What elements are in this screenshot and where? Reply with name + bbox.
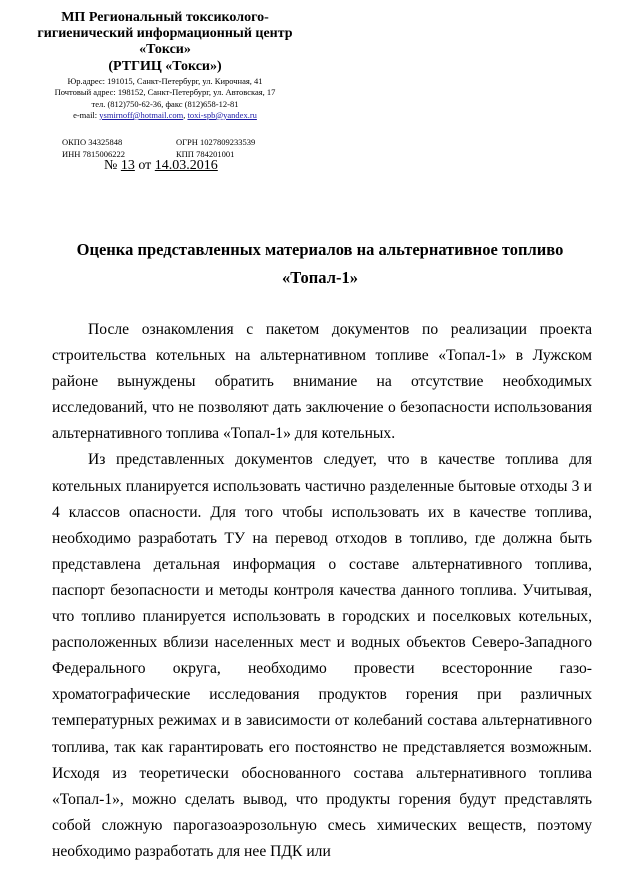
body-paragraph-1: После ознакомления с пакетом документов по реализации проекта строительства котельных на альтернативном топливе «Топал-1» в Лужском районе вынуждены обратить внимание на отсутствие необходимых исследований, что не позволяют дать заключение о безопасности использования альтернативного топлива «Топал-1» для котельных. bbox=[52, 321, 592, 443]
ogrn-code: ОГРН 1027809233539 bbox=[176, 137, 256, 147]
title-line-1: Оценка представленных материалов на альтернативное топливо bbox=[76, 240, 564, 259]
email-link-1[interactable]: ysmirnoff@hotmail.com bbox=[99, 109, 184, 120]
email-separator: , bbox=[183, 109, 186, 120]
document-title bbox=[40, 236, 600, 292]
title-line-2: «Топал-1» bbox=[282, 268, 358, 287]
email-link-2[interactable]: toxi-spb@yandex.ru bbox=[187, 109, 257, 120]
date-label: от bbox=[138, 158, 152, 173]
org-name-line-3: «Токси» bbox=[139, 42, 191, 57]
email-line bbox=[20, 110, 310, 121]
body-paragraph-2: Из представленных документов следует, что в качестве топлива для котельных планируется использовать частично разделенные бытовые отходы 3 и 4 классов опасности. Для того чтобы использовать их в качестве топлива, необходимо разработать ТУ на перевод отходов в топливо, где должна быть представлена детальная информация о составе альтернативного топлива, паспорт безопасности и методы контроля качества данного топлива. Учитывая, что топливо планируется использовать в городских и поселковых котельных, расположенных вблизи населенных мест и водных объектов Северо-Западного Федерального округа, необходимо провести всесторонние газо-хроматографические исследования продуктов горения при различных температурных режимах и в зависимости от колебаний состава альтернативного топлива, так как гарантировать его постоянство не представляется возможным. Исходя из теоретически обоснованного состава альтернативного топлива «Топал-1», можно сделать вывод, что продукты горения будут представлять собой сложную парогазоаэрозольную смесь химических веществ, поэтому необходимо разработать для нее ПДК или bbox=[52, 451, 592, 860]
inn-code: ИНН 7815006222 bbox=[62, 149, 126, 159]
legal-address: Юр.адрес: 191015, Санкт-Петербург, ул. Кирочная, 41 bbox=[67, 76, 263, 86]
document-number-line bbox=[104, 158, 218, 174]
document-number: 13 bbox=[120, 158, 135, 173]
okpo-code: ОКПО 34325848 bbox=[62, 137, 123, 147]
phone-fax: тел. (812)750-62-36, факс (812)658-12-81 bbox=[91, 98, 239, 109]
org-abbreviation: (РТГИЦ «Токси») bbox=[108, 59, 222, 74]
kpp-code: КПП 784201001 bbox=[176, 149, 235, 159]
number-sign: № bbox=[104, 158, 118, 173]
postal-address: Почтовый адрес: 198152, Санкт-Петербург, ул. Автовская, 17 bbox=[54, 87, 276, 98]
registration-codes bbox=[62, 136, 255, 160]
letterhead bbox=[20, 10, 310, 121]
org-name-line-2: гигиенический информационный центр bbox=[37, 26, 293, 41]
org-name-line-1: МП Региональный токсиколого- bbox=[61, 10, 269, 25]
document-body bbox=[52, 317, 592, 865]
email-label: e-mail: bbox=[73, 109, 98, 120]
document-date: 14.03.2016 bbox=[154, 158, 218, 173]
